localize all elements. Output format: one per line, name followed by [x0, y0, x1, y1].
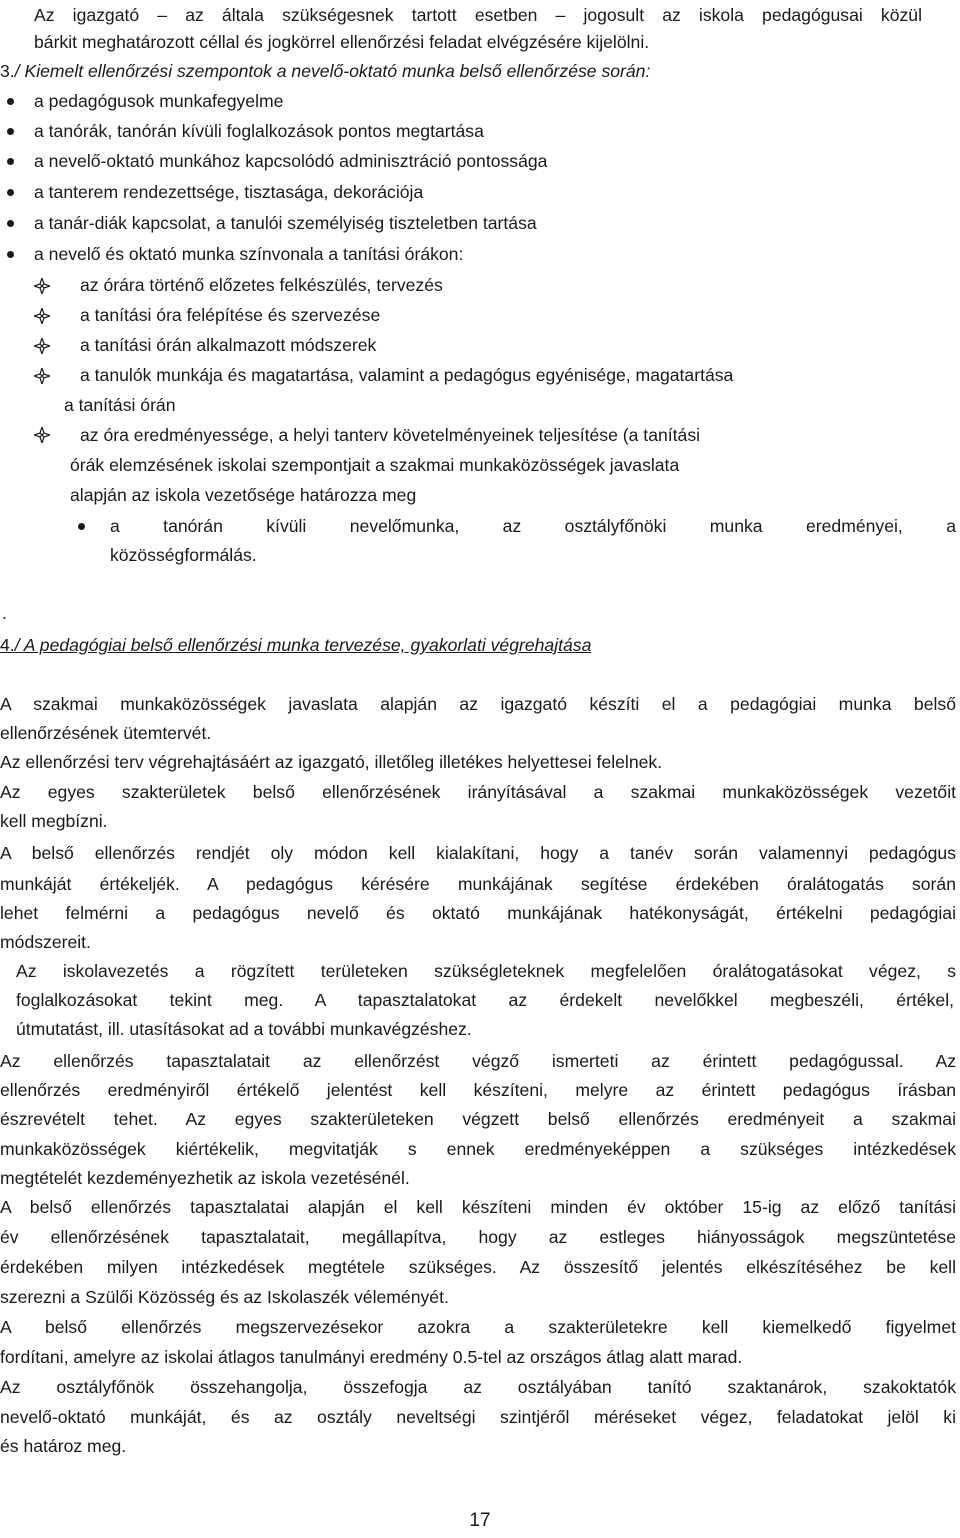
list-item: a tanterem rendezettsége, tisztasága, dekorációja — [34, 182, 424, 202]
list-item-continuation: közösségformálás. — [110, 545, 257, 565]
bullet-dot — [7, 251, 14, 258]
section-3-title: / Kiemelt ellenőrzési szempontok a nevelő-oktató munka belső ellenőrzése során: — [14, 61, 651, 81]
sub-list-item: az óra eredményessége, a helyi tanterv követelményeinek teljesítése (a tanítási — [80, 425, 701, 445]
page-number: 17 — [469, 1510, 491, 1531]
diamond-bullet-icon — [34, 427, 50, 443]
body-line: észrevételt tehet. Az egyes szakterületeken végzett belső ellenőrzés eredményeit a szakmai — [0, 1109, 956, 1129]
body-line: nevelő-oktató munkáját, és az osztály neveltségi szintjéről méréseket végez, feladatokat jelöl ki — [0, 1407, 956, 1427]
body-line: foglalkozásokat tekint meg. A tapasztalatokat az érdekelt nevelőkkel megbeszéli, értékel, — [16, 990, 954, 1010]
bullet-dot — [7, 128, 14, 135]
body-line: szerezni a Szülői Közösség és az Iskolaszék véleményét. — [0, 1287, 449, 1307]
sub-list-item: a tanítási órán alkalmazott módszerek — [80, 335, 377, 355]
body-line: fordítani, amelyre az iskolai átlagos tanulmányi eredmény 0.5-tel az országos átlag alatt marad. — [0, 1347, 743, 1367]
list-item: a nevelő-oktató munkához kapcsolódó adminisztráció pontossága — [34, 151, 548, 171]
body-line: megtételét kezdeményezhetik az iskola vezetésénél. — [0, 1168, 410, 1188]
bullet-dot — [78, 523, 85, 530]
body-line: lehet felmérni a pedagógus nevelő és oktató munkájának hatékonyságát, értékelni pedagógiai — [0, 903, 956, 923]
body-line: munkaközösségek kiértékelik, megvitatják s ennek eredményeképpen a szükséges intézkedések — [0, 1139, 956, 1159]
body-line: Az iskolavezetés a rögzített területeken szükségleteknek megfelelően óralátogatásokat végez, s — [16, 961, 956, 981]
body-line: ellenőrzés eredményiről értékelő jelentést kell készíteni, melyre az érintett pedagógus írásban — [0, 1080, 956, 1100]
bullet-dot — [7, 98, 14, 105]
sub-list-item-continuation: alapján az iskola vezetősége határozza meg — [70, 485, 417, 505]
list-item: a pedagógusok munkafegyelme — [34, 91, 284, 111]
diamond-bullet-icon — [34, 368, 50, 384]
body-line: érdekében milyen intézkedések megtétele szükséges. Az összesítő jelentés elkészítéséhez be kell — [0, 1257, 956, 1277]
list-item: a tanórák, tanórán kívüli foglalkozások pontos megtartása — [34, 121, 484, 141]
body-line: év ellenőrzésének tapasztalatait, megállapítva, hogy az estleges hiányosságok megszüntetése — [0, 1227, 956, 1247]
sub-list-item-continuation: a tanítási órán — [64, 395, 176, 415]
sub-list-item: a tanítási óra felépítése és szervezése — [80, 305, 381, 325]
body-line: módszereit. — [0, 932, 91, 952]
diamond-bullet-icon — [34, 308, 50, 324]
body-line: A szakmai munkaközösségek javaslata alapján az igazgató készíti el a pedagógiai munka belső — [0, 694, 956, 714]
intro-line-2: bárkit meghatározott céllal és jogkörrel ellenőrzési feladat elvégzésére kijelölni. — [34, 32, 650, 52]
sub-list-item: a tanulók munkája és magatartása, valamint a pedagógus egyénisége, magatartása — [80, 365, 734, 385]
sub-list-item: az órára történő előzetes felkészülés, tervezés — [80, 275, 443, 295]
body-line: és határoz meg. — [0, 1436, 127, 1456]
section-3-heading — [0, 56, 650, 86]
list-item: a tanár-diák kapcsolat, a tanulói személyiség tiszteletben tartása — [34, 213, 537, 233]
list-item: a nevelő és oktató munka színvonala a tanítási órákon: — [34, 244, 464, 264]
section-4-heading — [0, 630, 591, 660]
sub-list-item-continuation: órák elemzésének iskolai szempontjait a szakmai munkaközösségek javaslata — [70, 455, 680, 475]
intro-line-1: Az igazgató – az általa szükségesnek tartott esetben – jogosult az iskola pedagógusai közül — [34, 5, 922, 25]
body-line: A belső ellenőrzés tapasztalatai alapján el kell készíteni minden év október 15-ig az előző tanítási — [0, 1197, 956, 1217]
body-line: munkáját értékeljék. A pedagógus kérésére munkájának segítése érdekében óralátogatás során — [0, 874, 956, 894]
stray-dot: . — [2, 603, 7, 623]
bullet-dot — [7, 189, 14, 196]
body-line: A belső ellenőrzés megszervezésekor azokra a szakterületekre kell kiemelkedő figyelmet — [0, 1317, 956, 1337]
body-line: Az osztályfőnök összehangolja, összefogja az osztályában tanító szaktanárok, szakoktatók — [0, 1377, 956, 1397]
section-4-title: / A pedagógiai belső ellenőrzési munka tervezése, gyakorlati végrehajtása — [14, 635, 592, 655]
section-3-number: 3. — [0, 61, 15, 81]
bullet-dot — [7, 158, 14, 165]
body-line: Az egyes szakterületek belső ellenőrzésének irányításával a szakmai munkaközösségek vezetőit — [0, 782, 956, 802]
body-line: A belső ellenőrzés rendjét oly módon kell kialakítani, hogy a tanév során valamennyi pedagógus — [0, 843, 956, 863]
body-line: útmutatást, ill. utasításokat ad a további munkavégzéshez. — [16, 1019, 472, 1039]
bullet-dot — [7, 220, 14, 227]
diamond-bullet-icon — [34, 278, 50, 294]
body-line: ellenőrzésének ütemtervét. — [0, 723, 212, 743]
diamond-bullet-icon — [34, 338, 50, 354]
list-item: a tanórán kívüli nevelőmunka, az osztályfőnöki munka eredményei, a — [110, 516, 956, 536]
section-4-number: 4. — [0, 635, 15, 655]
body-line: Az ellenőrzési terv végrehajtásáért az igazgató, illetőleg illetékes helyettesei felelnek. — [0, 752, 663, 772]
body-line: kell megbízni. — [0, 811, 108, 831]
body-line: Az ellenőrzés tapasztalatait az ellenőrzést végző ismerteti az érintett pedagógussal. Az — [0, 1051, 956, 1071]
